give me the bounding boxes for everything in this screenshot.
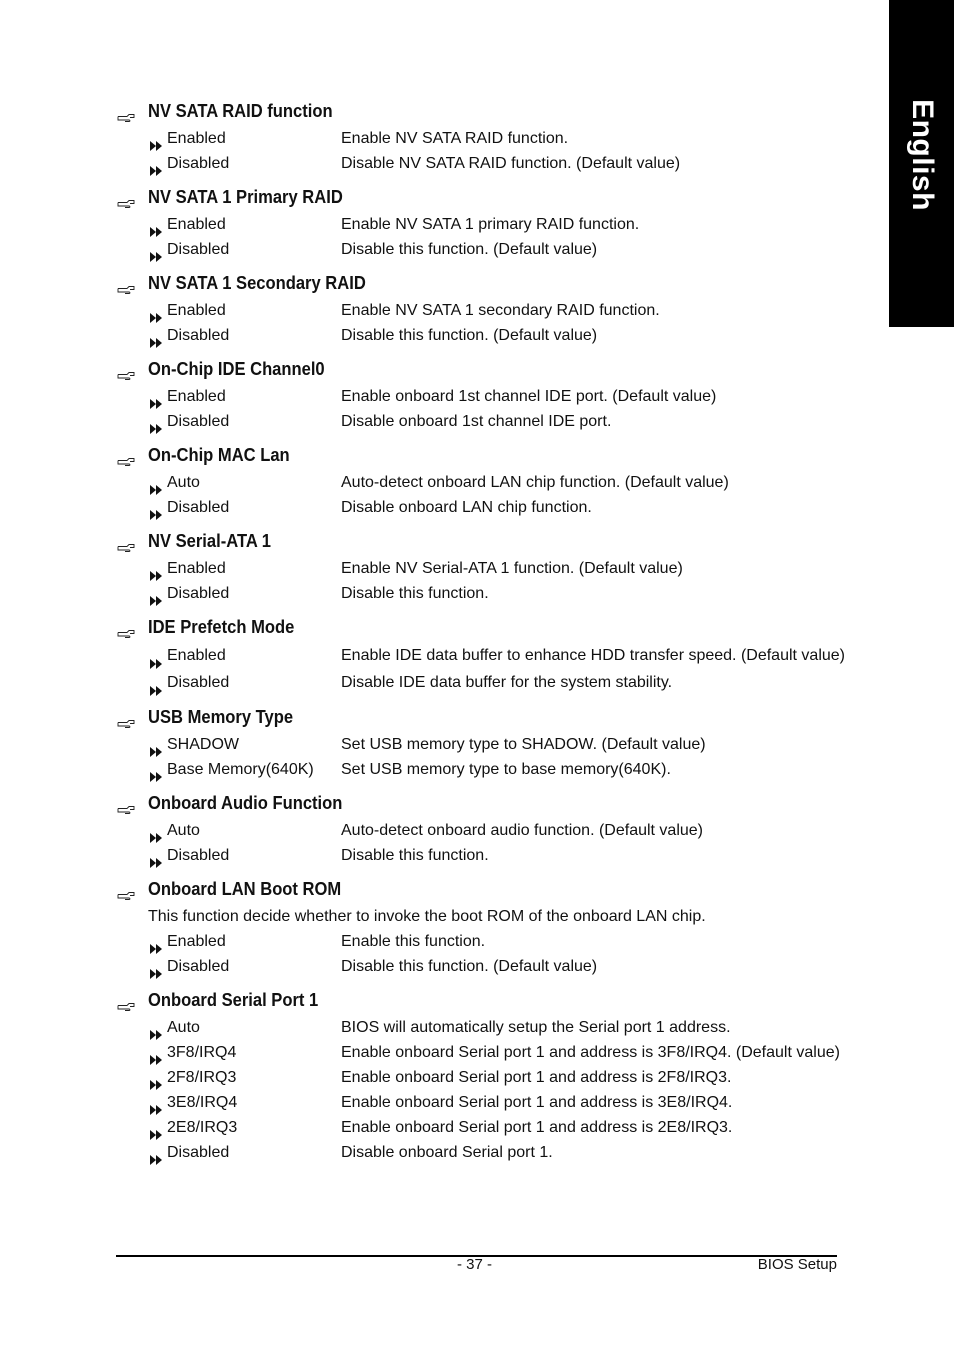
section-title: NV SATA 1 Primary RAID <box>148 187 343 207</box>
double-arrow-icon <box>150 564 163 574</box>
option-description: Enable NV SATA 1 primary RAID function. <box>341 216 640 233</box>
option-row <box>0 1115 889 1140</box>
bios-setting-section <box>0 354 889 440</box>
double-arrow-icon <box>150 478 163 488</box>
option-name: Disabled <box>167 585 230 602</box>
option-row <box>0 818 889 843</box>
double-arrow-icon <box>150 765 163 775</box>
bios-setting-section <box>0 96 889 182</box>
double-arrow-icon <box>150 1098 163 1108</box>
option-row <box>0 298 889 323</box>
option-description: Enable IDE data buffer to enhance HDD transfer speed. (Default value) <box>341 647 845 664</box>
pointing-hand-icon <box>117 535 135 547</box>
option-row <box>0 1065 889 1090</box>
double-arrow-icon <box>150 331 163 341</box>
section-header <box>0 702 889 732</box>
option-row <box>0 495 889 520</box>
double-arrow-icon <box>150 134 163 144</box>
option-name: Enabled <box>167 130 226 147</box>
option-row <box>0 929 889 954</box>
option-name: 2E8/IRQ3 <box>167 1119 238 1136</box>
double-arrow-icon <box>150 962 163 972</box>
option-description: Disable this function. (Default value) <box>341 958 598 975</box>
option-description: Enable onboard Serial port 1 and address is 2F8/IRQ3. <box>341 1069 732 1086</box>
pointing-hand-icon <box>117 277 135 289</box>
option-description: Disable IDE data buffer for the system stability. <box>341 674 673 691</box>
option-name: Auto <box>167 474 200 491</box>
option-description: Auto-detect onboard LAN chip function. (Default value) <box>341 474 729 491</box>
option-name: Disabled <box>167 327 230 344</box>
language-tab-label: English <box>905 99 939 211</box>
bios-setting-section <box>0 182 889 268</box>
option-description: Set USB memory type to SHADOW. (Default value) <box>341 736 706 753</box>
option-name: Base Memory(640K) <box>167 761 314 778</box>
option-name: Disabled <box>167 413 230 430</box>
option-description: Auto-detect onboard audio function. (Default value) <box>341 822 704 839</box>
bios-setting-section <box>0 612 889 702</box>
section-title: NV SATA RAID function <box>148 101 333 121</box>
bios-setting-section <box>0 702 889 788</box>
section-title: USB Memory Type <box>148 707 294 727</box>
double-arrow-icon <box>150 417 163 427</box>
option-name: 3F8/IRQ4 <box>167 1044 237 1061</box>
double-arrow-icon <box>150 159 163 169</box>
bios-setting-section <box>0 526 889 612</box>
section-header <box>0 788 889 818</box>
section-description: This function decide whether to invoke the boot ROM of the onboard LAN chip. <box>148 908 706 925</box>
pointing-hand-icon <box>117 363 135 375</box>
option-description: Enable onboard Serial port 1 and address is 2E8/IRQ3. <box>341 1119 733 1136</box>
option-row <box>0 1090 889 1115</box>
option-row <box>0 1140 889 1165</box>
double-arrow-icon <box>150 392 163 402</box>
option-description: Disable onboard LAN chip function. <box>341 499 592 516</box>
option-description: Enable NV SATA RAID function. <box>341 130 569 147</box>
section-title: Onboard Audio Function <box>148 793 343 813</box>
double-arrow-icon <box>150 937 163 947</box>
double-arrow-icon <box>150 1048 163 1058</box>
option-name: Enabled <box>167 560 226 577</box>
option-row <box>0 1015 889 1040</box>
option-name: SHADOW <box>167 736 239 753</box>
option-name: Auto <box>167 822 200 839</box>
bios-setting-section <box>0 440 889 526</box>
section-header <box>0 268 889 298</box>
page-number: - 37 - <box>457 1256 493 1273</box>
pointing-hand-icon <box>117 711 135 723</box>
option-description: Enable onboard 1st channel IDE port. (Default value) <box>341 388 717 405</box>
option-description: Enable onboard Serial port 1 and address is 3F8/IRQ4. (Default value) <box>341 1044 840 1061</box>
option-name: Disabled <box>167 241 230 258</box>
section-title: NV SATA 1 Secondary RAID <box>148 273 366 293</box>
option-name: 2F8/IRQ3 <box>167 1069 237 1086</box>
section-header <box>0 874 889 904</box>
option-row <box>0 409 889 434</box>
option-description: Disable this function. (Default value) <box>341 327 598 344</box>
footer-title: BIOS Setup <box>757 1256 837 1273</box>
option-row <box>0 581 889 606</box>
bios-setting-section <box>0 985 889 1171</box>
option-description: Set USB memory type to base memory(640K). <box>341 761 671 778</box>
option-row <box>0 1040 889 1065</box>
section-header <box>0 354 889 384</box>
option-name: Auto <box>167 1019 200 1036</box>
option-name: 3E8/IRQ4 <box>167 1094 238 1111</box>
double-arrow-icon <box>150 826 163 836</box>
option-name: Enabled <box>167 216 226 233</box>
option-row <box>0 126 889 151</box>
option-description: Disable this function. <box>341 585 489 602</box>
option-row <box>0 954 889 979</box>
option-description: Disable this function. <box>341 847 489 864</box>
option-row <box>0 384 889 409</box>
option-row <box>0 470 889 495</box>
bios-setting-section <box>0 268 889 354</box>
pointing-hand-icon <box>117 105 135 117</box>
double-arrow-icon <box>150 589 163 599</box>
option-description: Disable NV SATA RAID function. (Default value) <box>341 155 681 172</box>
section-title: On-Chip MAC Lan <box>148 445 290 465</box>
pointing-hand-icon <box>117 191 135 203</box>
option-name: Disabled <box>167 155 230 172</box>
section-header <box>0 526 889 556</box>
section-header <box>0 182 889 212</box>
double-arrow-icon <box>150 245 163 255</box>
double-arrow-icon <box>150 1148 163 1158</box>
double-arrow-icon <box>150 306 163 316</box>
option-description: Enable NV Serial-ATA 1 function. (Default value) <box>341 560 683 577</box>
pointing-hand-icon <box>117 449 135 461</box>
option-row <box>0 323 889 348</box>
option-name: Disabled <box>167 1144 230 1161</box>
option-row <box>0 151 889 176</box>
option-description: Disable onboard 1st channel IDE port. <box>341 413 612 430</box>
section-title: Onboard LAN Boot ROM <box>148 879 342 899</box>
option-description: BIOS will automatically setup the Serial port 1 address. <box>341 1019 731 1036</box>
double-arrow-icon <box>150 651 163 661</box>
option-row <box>0 212 889 237</box>
option-description: Disable this function. (Default value) <box>341 241 598 258</box>
double-arrow-icon <box>150 503 163 513</box>
double-arrow-icon <box>150 678 163 688</box>
section-header <box>0 96 889 126</box>
option-row <box>0 556 889 581</box>
option-name: Enabled <box>167 302 226 319</box>
section-title: Onboard Serial Port 1 <box>148 990 319 1010</box>
double-arrow-icon <box>150 1123 163 1133</box>
bios-setting-section <box>0 874 889 985</box>
option-row <box>0 669 889 696</box>
pointing-hand-icon <box>117 883 135 895</box>
double-arrow-icon <box>150 851 163 861</box>
option-name: Enabled <box>167 388 226 405</box>
option-row <box>0 843 889 868</box>
option-name: Enabled <box>167 933 226 950</box>
double-arrow-icon <box>150 1073 163 1083</box>
section-title: IDE Prefetch Mode <box>148 617 295 637</box>
option-row <box>0 642 889 669</box>
option-row <box>0 237 889 262</box>
option-name: Enabled <box>167 647 226 664</box>
pointing-hand-icon <box>117 797 135 809</box>
option-description: Enable NV SATA 1 secondary RAID function. <box>341 302 660 319</box>
bios-setting-section <box>0 788 889 874</box>
double-arrow-icon <box>150 740 163 750</box>
option-name: Disabled <box>167 499 230 516</box>
double-arrow-icon <box>150 220 163 230</box>
language-tab <box>889 0 954 327</box>
section-header <box>0 440 889 470</box>
section-header <box>0 612 889 642</box>
option-name: Disabled <box>167 847 230 864</box>
document-body <box>0 96 889 1171</box>
option-name: Disabled <box>167 958 230 975</box>
option-name: Disabled <box>167 674 230 691</box>
option-row <box>0 757 889 782</box>
option-description: Disable onboard Serial port 1. <box>341 1144 553 1161</box>
option-description: Enable onboard Serial port 1 and address is 3E8/IRQ4. <box>341 1094 733 1111</box>
option-row <box>0 732 889 757</box>
section-title: On-Chip IDE Channel0 <box>148 359 325 379</box>
pointing-hand-icon <box>117 621 135 633</box>
section-header <box>0 985 889 1015</box>
option-description: Enable this function. <box>341 933 486 950</box>
pointing-hand-icon <box>117 994 135 1006</box>
double-arrow-icon <box>150 1023 163 1033</box>
section-title: NV Serial-ATA 1 <box>148 531 272 551</box>
